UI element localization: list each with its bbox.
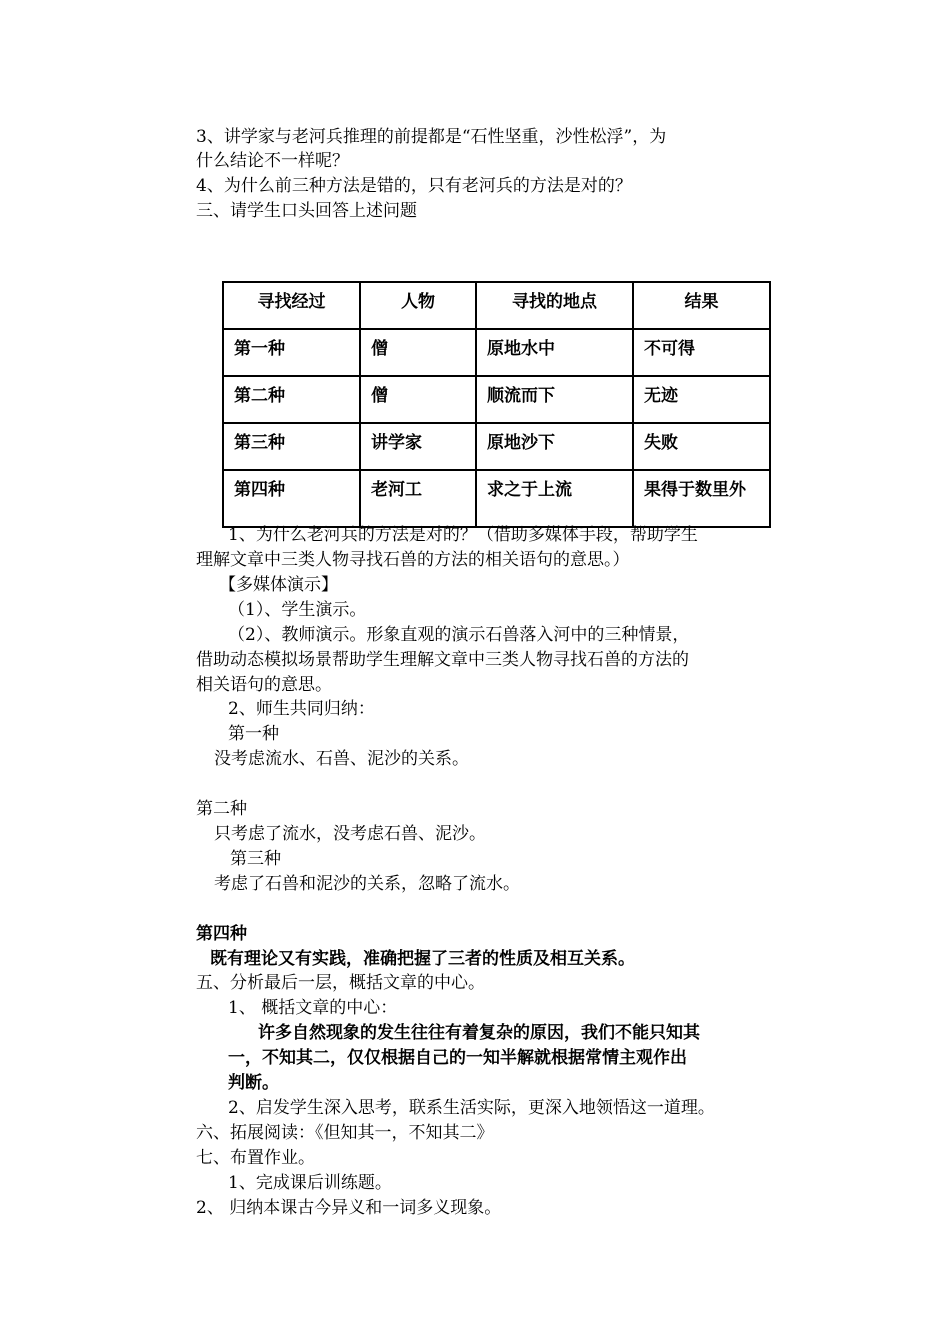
way-3-text: 考虑了石兽和泥沙的关系，忽略了流水。 xyxy=(214,874,520,894)
way-1-title: 第一种 xyxy=(228,724,279,744)
table-cell: 求之于上流 xyxy=(476,470,633,527)
multimedia-heading: 【多媒体演示】 xyxy=(219,575,338,595)
homework-1: 1、完成课后训练题。 xyxy=(228,1173,392,1193)
table-cell: 果得于数里外 xyxy=(633,470,770,527)
table-cell: 第二种 xyxy=(223,376,360,423)
analysis-point-1-line1: 1、为什么老河兵的方法是对的？（借助多媒体手段，帮助学生 xyxy=(228,525,698,545)
center-idea-line3: 判断。 xyxy=(228,1073,279,1093)
table-cell: 僧 xyxy=(360,329,476,376)
table-cell: 第四种 xyxy=(223,470,360,527)
table-header-row xyxy=(223,282,770,329)
center-idea-line2: 一，不知其二，仅仅根据自己的一知半解就根据常情主观作出 xyxy=(228,1048,687,1068)
table-header-cell: 寻找的地点 xyxy=(476,282,633,329)
table-cell: 第一种 xyxy=(223,329,360,376)
demo-teacher-line3: 相关语句的意思。 xyxy=(196,675,332,695)
table-cell: 原地沙下 xyxy=(476,423,633,470)
section-7-heading: 七、布置作业。 xyxy=(196,1148,315,1168)
section-3-heading: 三、请学生口头回答上述问题 xyxy=(196,201,417,221)
table-cell: 原地水中 xyxy=(476,329,633,376)
section-5-item-2: 2、启发学生深入思考，联系生活实际，更深入地领悟这一道理。 xyxy=(228,1098,715,1118)
analysis-point-2: 2、师生共同归纳： xyxy=(228,699,375,719)
table-header-cell: 结果 xyxy=(633,282,770,329)
section-5-heading: 五、分析最后一层，概括文章的中心。 xyxy=(196,973,485,993)
table-row xyxy=(223,329,770,376)
table-row xyxy=(223,423,770,470)
demo-teacher-line2: 借助动态模拟场景帮助学生理解文章中三类人物寻找石兽的方法的 xyxy=(196,650,689,670)
question-3-line2: 什么结论不一样呢？ xyxy=(196,151,349,171)
table-cell: 讲学家 xyxy=(360,423,476,470)
center-idea-line1: 许多自然现象的发生往往有着复杂的原因，我们不能只知其 xyxy=(258,1023,700,1043)
section-6-heading: 六、拓展阅读：《但知其一，不知其二》 xyxy=(196,1123,494,1143)
table-cell: 顺流而下 xyxy=(476,376,633,423)
search-methods-table xyxy=(222,281,771,528)
way-3-title: 第三种 xyxy=(230,849,281,869)
demo-teacher-line1: （2）、教师演示。形象直观的演示石兽落入河中的三种情景， xyxy=(228,625,690,645)
table-cell: 失败 xyxy=(633,423,770,470)
table-header-cell: 寻找经过 xyxy=(223,282,360,329)
way-2-title: 第二种 xyxy=(196,799,247,819)
table-cell: 无迹 xyxy=(633,376,770,423)
table-row xyxy=(223,470,770,527)
analysis-point-1-line2: 理解文章中三类人物寻找石兽的方法的相关语句的意思。） xyxy=(196,550,630,570)
table-header-cell: 人物 xyxy=(360,282,476,329)
way-4-title: 第四种 xyxy=(196,924,247,944)
way-4-text: 既有理论又有实践，准确把握了三者的性质及相互关系。 xyxy=(210,949,635,969)
way-1-text: 没考虑流水、石兽、泥沙的关系。 xyxy=(214,749,469,769)
section-5-item-1: 1、 概括文章的中心： xyxy=(228,998,398,1018)
table-cell: 第三种 xyxy=(223,423,360,470)
question-4: 4、为什么前三种方法是错的，只有老河兵的方法是对的？ xyxy=(196,176,632,196)
table-row xyxy=(223,376,770,423)
question-3-line1: 3、讲学家与老河兵推理的前提都是“石性坚重，沙性松浮”，为 xyxy=(196,127,667,147)
table-cell: 僧 xyxy=(360,376,476,423)
table-cell: 老河工 xyxy=(360,470,476,527)
demo-student: （1）、学生演示。 xyxy=(228,600,367,620)
table-cell: 不可得 xyxy=(633,329,770,376)
way-2-text: 只考虑了流水，没考虑石兽、泥沙。 xyxy=(214,824,486,844)
homework-2: 2、 归纳本课古今异义和一词多义现象。 xyxy=(196,1198,502,1218)
